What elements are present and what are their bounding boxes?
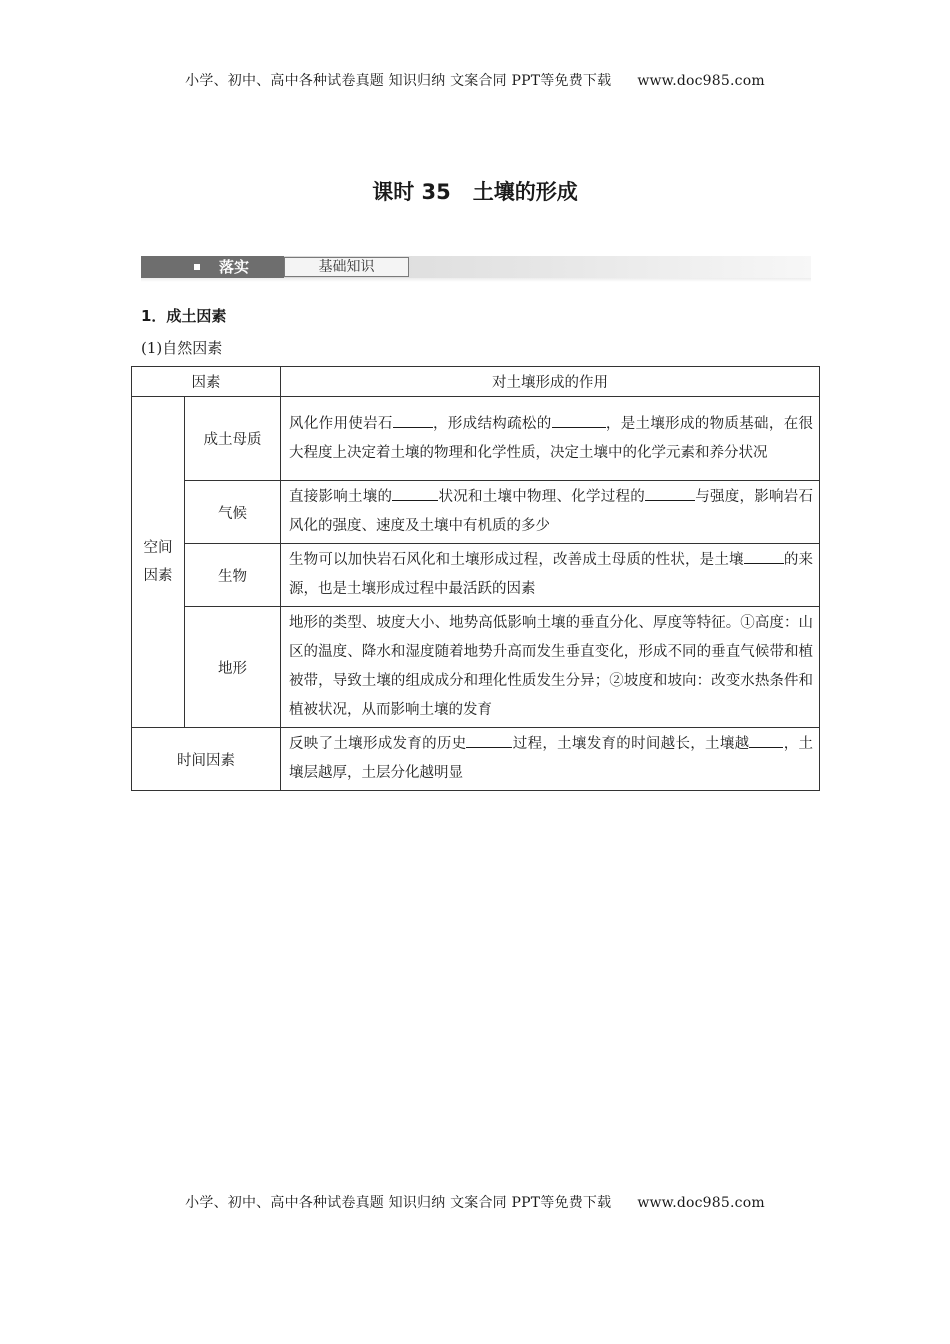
lesson-number: 课时 35 (372, 180, 451, 204)
effect-time: 反映了土壤形成发育的历史 过程，土壤发育的时间越长，土壤越 ，土壤层越厚，土层分化越明显 (281, 728, 820, 791)
header-url[interactable]: www.doc985.com (637, 73, 765, 89)
table-row (132, 481, 820, 544)
square-bullet-icon (194, 264, 200, 270)
factor-terrain: 地形 (185, 607, 281, 728)
fill-blank[interactable] (393, 413, 433, 428)
footer-url[interactable]: www.doc985.com (637, 1195, 765, 1211)
page-header (0, 70, 950, 90)
heading-natural-factors: (1)自然因素 (141, 339, 223, 357)
factor-biology: 生物 (185, 544, 281, 607)
effect-parent-material: 风化作用使岩石 ，形成结构疏松的 ，是土壤形成的物质基础，在很大程度上决定着土壤的物理和化学性质，决定土壤中的化学元素和养分状况 (281, 397, 820, 481)
spatial-factors-label: 空间 因素 (132, 397, 185, 728)
effect-biology: 生物可以加快岩石风化和土壤形成过程，改善成土母质的性状，是土壤 的来源，也是土壤形成过程中最活跃的因素 (281, 544, 820, 607)
fill-blank[interactable] (645, 486, 695, 501)
factor-parent-material: 成土母质 (185, 397, 281, 481)
page-title (0, 176, 950, 206)
fill-blank[interactable] (744, 549, 784, 564)
fill-blank[interactable] (552, 413, 606, 428)
heading-soil-factors: 1．成土因素 (141, 307, 227, 325)
table-row (132, 728, 820, 791)
effect-climate: 直接影响土壤的 状况和土壤中物理、化学过程的 与强度，影响岩石风化的强度、速度及土壤中有机质的多少 (281, 481, 820, 544)
section-tag-text: 落实 (219, 258, 250, 276)
table-row (132, 397, 820, 481)
section-banner (141, 256, 811, 278)
factor-climate: 气候 (185, 481, 281, 544)
effect-terrain: 地形的类型、坡度大小、地势高低影响土壤的垂直分化、厚度等特征。①高度：山区的温度、降水和湿度随着地势升高而发生垂直变化，形成不同的垂直气候带和植被带，导致土壤的组成成分和理化性质发生分异；②坡度和坡向：改变水热条件和植被状况，从而影响土壤的发育 (281, 607, 820, 728)
footer-text: 小学、初中、高中各种试卷真题 知识归纳 文案合同 PPT等免费下载 (185, 1195, 612, 1211)
lesson-topic: 土壤的形成 (472, 180, 578, 204)
table-row (132, 544, 820, 607)
header-text: 小学、初中、高中各种试卷真题 知识归纳 文案合同 PPT等免费下载 (185, 73, 612, 89)
table-header-row (132, 367, 820, 397)
header-effect: 对土壤形成的作用 (281, 367, 820, 397)
factor-time: 时间因素 (132, 728, 281, 791)
page-footer (0, 1192, 950, 1212)
table-row (132, 607, 820, 728)
fill-blank[interactable] (392, 486, 438, 501)
header-factor: 因素 (132, 367, 281, 397)
section-tag (141, 256, 284, 278)
fill-blank[interactable] (466, 733, 512, 748)
section-label: 基础知识 (284, 257, 409, 277)
fill-blank[interactable] (749, 733, 783, 748)
soil-factors-table (131, 366, 820, 791)
